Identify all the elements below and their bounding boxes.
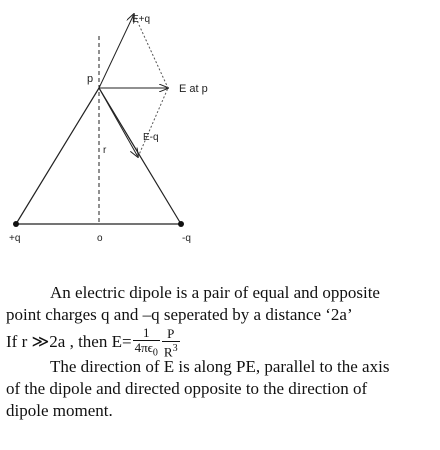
- text-line-3: [6, 325, 434, 360]
- parallelogram-dotted-lower: [138, 88, 168, 157]
- condition-text: If r ≫2a , then E=: [6, 332, 132, 352]
- explanation-text: [6, 282, 434, 422]
- text-line-6: dipole moment.: [6, 401, 113, 420]
- point-p-label: p: [87, 73, 94, 85]
- text-line-1: An electric dipole is a pair of equal and opposite: [50, 283, 380, 302]
- text-line-2: point charges q and –q seperated by a distance ‘2a’: [6, 305, 353, 324]
- fraction2-numerator: P: [162, 327, 180, 342]
- fraction1-denominator: $4\pi\epsilon_0$: [134, 340, 158, 359]
- text-line-4: The direction of E is along PE, parallel to the axis: [50, 357, 390, 376]
- fraction1-numerator: 1: [133, 326, 160, 341]
- e-minus-q-label: E-q: [143, 132, 159, 143]
- r-label: r: [103, 145, 107, 156]
- e-at-p-label: E at p: [179, 83, 208, 95]
- plus-q-label: +q: [9, 233, 21, 244]
- text-line-5: of the dipole and directed opposite to the direction of: [6, 379, 368, 398]
- plus-q-charge-dot: [13, 221, 19, 227]
- minus-q-charge-dot: [178, 221, 184, 227]
- fraction2-denominator: $R^3$: [163, 343, 178, 360]
- origin-o-label: o: [97, 233, 103, 244]
- parallelogram-dotted-upper: [134, 14, 168, 88]
- fraction-p-over-r-cubed: [162, 327, 180, 359]
- right-side-line: [99, 88, 181, 224]
- e-plus-q-arrow: [99, 14, 134, 88]
- left-side-line: [16, 88, 99, 224]
- e-plus-q-label: E+q: [132, 14, 151, 25]
- minus-q-label: -q: [182, 233, 191, 244]
